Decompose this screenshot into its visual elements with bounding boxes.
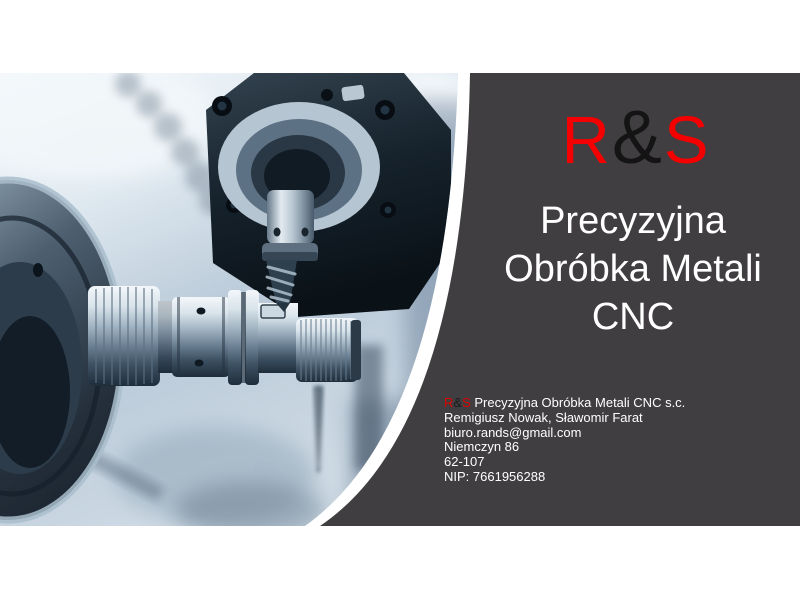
logo-letter-r: R — [561, 103, 612, 178]
logo-ampersand: & — [611, 95, 664, 179]
contact-owners: Remigiusz Nowak, Sławomir Farat — [444, 409, 643, 425]
contact-street: Niemczyn 86 — [444, 439, 520, 455]
logo-letter-s: S — [663, 103, 711, 178]
title-line-3: CNC — [591, 296, 675, 338]
title-line-2: Obróbka Metali — [504, 248, 762, 290]
contact-postal-code: 62-107 — [444, 454, 485, 470]
contact-email: biuro.rands@gmail.com — [444, 424, 582, 440]
contact-logo-s: S — [462, 395, 471, 410]
contact-logo-r: R — [444, 395, 454, 410]
title-line-1: Precyzyjna — [540, 200, 726, 242]
spindle-head — [206, 73, 451, 317]
contact-nip: NIP: 7661956288 — [444, 468, 546, 484]
contact-logo-ampersand: & — [453, 395, 463, 410]
contact-company-name: Precyzyjna Obróbka Metali CNC s.c. — [470, 395, 686, 410]
